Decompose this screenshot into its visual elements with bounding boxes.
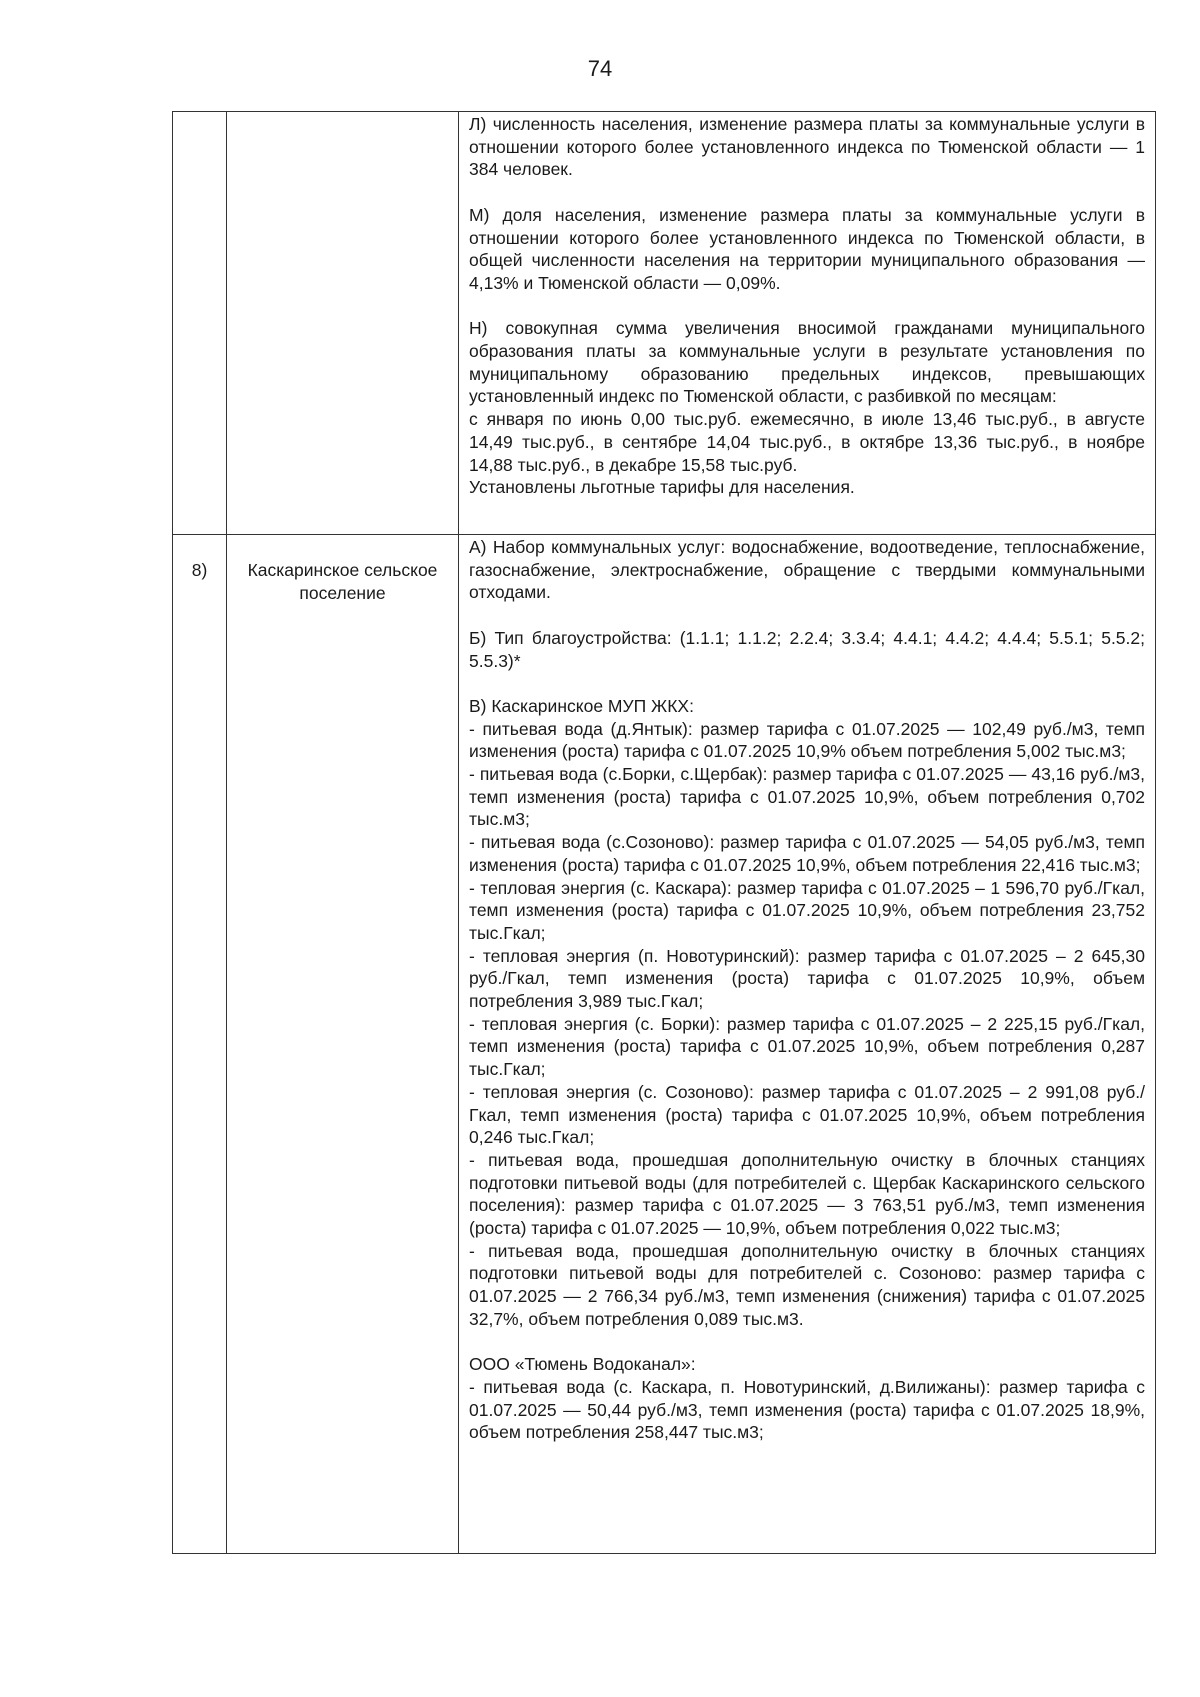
paragraph-improvement-type: Б) Тип благоустройства: (1.1.1; 1.1.2; 2.2.4; 3.3.4; 4.4.1; 4.4.2; 4.4.4; 5.5.1; 5.5.2; 5.5.3)* <box>469 627 1145 671</box>
page-number: 74 <box>587 56 613 81</box>
settlements-table <box>172 111 1156 1554</box>
tariff-item: - питьевая вода, прошедшая дополнительную очистку в блочных станциях подготовки питьевой воды для потребителей с. Созоново: размер тарифа с 01.07.2025 — 2 766,34 руб./м3, темп изменения (снижения) тарифа с 01.07.2025 32,7%, объем потребления 0,089 тыс.м3. <box>469 1240 1145 1329</box>
paragraph-population-count: Л) численность населения, изменение размера платы за коммунальные услуги в отношении которого более установленного индекса по Тюменской области — 1 384 человек. <box>469 114 1145 180</box>
paragraph-services-set: А) Набор коммунальных услуг: водоснабжение, водоотведение, теплоснабжение, газоснабжение, электроснабжение, обращение с твердыми коммунальными отходами. <box>469 537 1145 603</box>
tariff-item: - питьевая вода (с. Каскара, п. Новотуринский, д.Вилижаны): размер тарифа с 01.07.2025 — 50,44 руб./м3, темп изменения (роста) тарифа с 01.07.2025 18,9%, объем потребления 258,447 тыс.м3; <box>469 1376 1145 1443</box>
paragraph-preferential-tariffs: Установлены льготные тарифы для населения. <box>469 477 855 498</box>
tariff-item: - тепловая энергия (п. Новотуринский): размер тарифа с 01.07.2025 – 2 645,30 руб./Гкал, темп изменения (роста) тарифа с 01.07.2025 10,9%, объем потребления 3,989 тыс.Гкал; <box>469 945 1145 1012</box>
tariff-item: - тепловая энергия (с. Борки): размер тарифа с 01.07.2025 – 2 225,15 руб./Гкал, темп изменения (роста) тарифа с 01.07.2025 10,9%, объем потребления 0,287 тыс.Гкал; <box>469 1013 1145 1080</box>
paragraph-total-increase: Н) совокупная сумма увеличения вносимой гражданами муниципального образования платы за коммунальные услуги в результате установления по муниципальному образованию предельных индексов, превышающих установленный индекс по Тюменской области, с разбивкой по месяцам: <box>469 318 1145 407</box>
row-number-cell <box>173 112 227 535</box>
tariff-item: - питьевая вода (д.Янтык): размер тарифа с 01.07.2025 — 102,49 руб./м3, темп изменения (роста) тарифа с 01.07.2025 10,9% объем потребления 5,002 тыс.м3; <box>469 718 1145 762</box>
settlement-name-cell <box>227 112 459 535</box>
description-cell <box>459 112 1156 535</box>
tariff-item: - питьевая вода (с.Борки, с.Щербак): размер тарифа с 01.07.2025 — 43,16 руб./м3, темп изменения (роста) тарифа с 01.07.2025 10,9%, объем потребления 0,702 тыс.м3; <box>469 764 1145 830</box>
paragraph-provider-heading: В) Каскаринское МУП ЖКХ: <box>469 695 694 716</box>
table-row <box>173 112 1156 535</box>
tariff-item: - тепловая энергия (с. Каскара): размер тарифа с 01.07.2025 – 1 596,70 руб./Гкал, темп изменения (роста) тарифа с 01.07.2025 10,9%, объем потребления 23,752 тыс.Гкал; <box>469 877 1145 943</box>
tariff-item: - питьевая вода, прошедшая дополнительную очистку в блочных станциях подготовки питьевой воды (для потребителей с. Щербак Каскаринского сельского поселения): размер тарифа с 01.07.2025 — 3 763,51 руб./м3, темп изменения (роста) тарифа с 01.07.2025 — 10,9%, объем потребления 0,022 тыс.м3; <box>469 1149 1145 1239</box>
description-cell <box>459 535 1156 1554</box>
table-row <box>173 535 1156 1554</box>
paragraph-population-share: М) доля населения, изменение размера платы за коммунальные услуги в отношении которого более установленного индекса по Тюменской области, в общей численности населения на территории муниципального образования — 4,13% и Тюменской области — 0,09%. <box>469 204 1145 293</box>
settlement-name-cell: Каскаринское сельское поселение <box>227 535 459 1554</box>
tariff-item: - тепловая энергия (с. Созоново): размер тарифа с 01.07.2025 – 2 991,08 руб./Гкал, темп изменения (роста) тарифа с 01.07.2025 10,9%, объем потребления 0,246 тыс.Гкал; <box>469 1081 1145 1148</box>
paragraph-provider-heading: ООО «Тюмень Водоканал»: <box>469 1354 696 1375</box>
paragraph-monthly-breakdown: с января по июнь 0,00 тыс.руб. ежемесячно, в июле 13,46 тыс.руб., в августе 14,49 тыс.руб., в сентябре 14,04 тыс.руб., в октябре 13,36 тыс.руб., в ноябре 14,88 тыс.руб., в декабре 15,58 тыс.руб. <box>469 409 1145 475</box>
row-number-cell: 8) <box>173 535 227 1554</box>
tariff-item: - питьевая вода (с.Созоново): размер тарифа с 01.07.2025 — 54,05 руб./м3, темп изменения (роста) тарифа с 01.07.2025 10,9%, объем потребления 22,416 тыс.м3; <box>469 832 1145 875</box>
